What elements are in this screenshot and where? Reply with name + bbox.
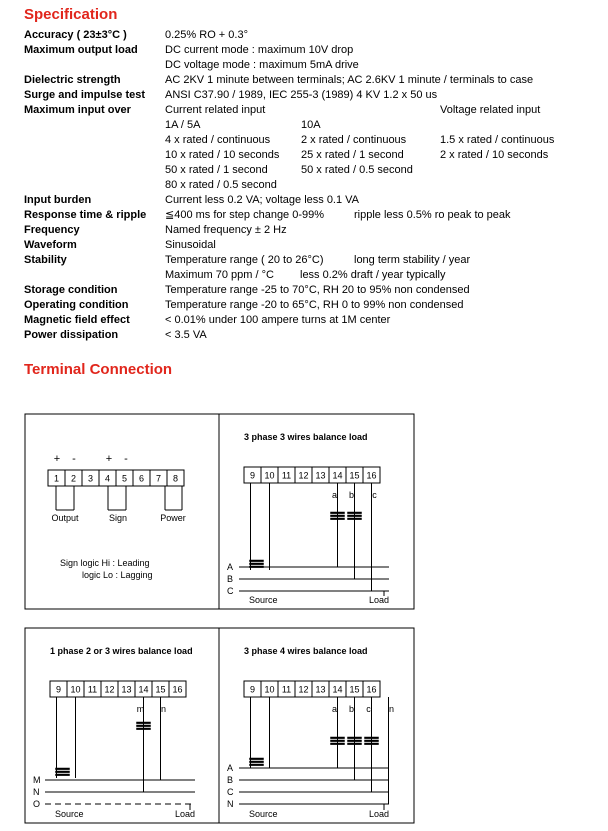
output-label: Output — [51, 513, 79, 523]
phase-label: C — [227, 787, 234, 797]
spec-value: ANSI C37.90 / 1989, IEC 255-3 (1989) 4 KV 1.2 x 50 us — [165, 89, 438, 101]
spec-value: 1A / 5A — [165, 119, 201, 131]
input-terminal-label: 11 — [281, 470, 292, 481]
ct-coil — [331, 737, 345, 739]
polarity-plus: + — [53, 453, 61, 465]
ct-label: c — [366, 704, 371, 714]
pt-coil — [250, 563, 264, 565]
phase-label: B — [227, 775, 234, 785]
ct-label: a — [331, 490, 338, 500]
spec-value: Voltage related input — [440, 104, 541, 116]
terminal-heading: Terminal Connection — [24, 361, 173, 378]
phase-label: M — [33, 775, 41, 785]
ct-coil — [331, 740, 345, 742]
input-terminal-label: 14 — [138, 684, 149, 695]
ct-coil — [137, 728, 151, 730]
pt-coil — [250, 764, 264, 766]
spec-value: 50 x rated / 1 second — [165, 164, 268, 176]
spec-label: Maximum output load — [24, 44, 138, 56]
ct-coil — [365, 737, 379, 739]
pt-coil — [250, 761, 264, 763]
phase-label: A — [227, 763, 234, 773]
spec-value: Named frequency ± 2 Hz — [165, 224, 287, 236]
phase-label: N — [227, 799, 234, 809]
spec-label: Accuracy ( 23±3°C ) — [24, 29, 127, 41]
input-terminal-label: 16 — [366, 470, 377, 481]
output-terminal-label: 5 — [121, 473, 128, 484]
load-label: Load — [368, 595, 390, 605]
source-label: Source — [55, 809, 84, 819]
spec-label: Input burden — [24, 194, 92, 206]
spec-value: Temperature range ( 20 to 26°C) — [165, 254, 324, 266]
ct-coil — [348, 737, 362, 739]
input-terminal-label: 12 — [298, 470, 309, 481]
spec-value: 1.5 x rated / continuous — [440, 134, 555, 146]
input-terminal-label: 15 — [349, 684, 360, 695]
input-terminal-label: 11 — [281, 684, 292, 695]
input-terminal-label: 9 — [249, 684, 256, 695]
source-label: Source — [249, 595, 278, 605]
spec-value: 50 x rated / 0.5 second — [301, 164, 413, 176]
ct-coil — [137, 725, 151, 727]
output-terminal-label: 3 — [87, 473, 94, 484]
output-terminal-label: 6 — [138, 473, 145, 484]
spec-label: Power dissipation — [24, 329, 119, 341]
spec-value: DC current mode : maximum 10V drop — [165, 44, 354, 56]
input-terminal-label: 15 — [349, 470, 360, 481]
spec-value: long term stability / year — [354, 254, 471, 266]
spec-value: 25 x rated / 1 second — [301, 149, 404, 161]
power-label: Power — [160, 513, 186, 523]
spec-value: DC voltage mode : maximum 5mA drive — [165, 59, 359, 71]
spec-value: Current less 0.2 VA; voltage less 0.1 VA — [165, 194, 360, 206]
ct-coil — [348, 518, 362, 520]
diagram-title: 3 phase 3 wires balance load — [244, 432, 368, 442]
input-terminal-label: 13 — [315, 684, 326, 695]
box-1p — [25, 628, 219, 823]
spec-label: Response time & ripple — [24, 209, 147, 221]
spec-label: Magnetic field effect — [24, 314, 130, 326]
spec-value: Temperature range -20 to 65°C, RH 0 to 99% non condensed — [165, 299, 464, 311]
pt-coil — [250, 560, 264, 562]
ct-coil — [331, 515, 345, 517]
phase-label: O — [33, 799, 41, 809]
phase-label: B — [227, 574, 234, 584]
spec-label: Maximum input over — [24, 104, 131, 116]
spec-value: ripple less 0.5% ro peak to peak — [354, 209, 511, 221]
spec-value: 10A — [301, 119, 321, 131]
output-terminal-label: 8 — [172, 473, 179, 484]
ct-label: n — [160, 704, 167, 714]
ct-coil — [331, 518, 345, 520]
output-terminal-label: 1 — [53, 473, 60, 484]
input-terminal-label: 14 — [332, 470, 343, 481]
ct-coil — [348, 743, 362, 745]
load-label: Load — [174, 809, 196, 819]
ct-label: c — [372, 490, 377, 500]
input-terminal-label: 10 — [264, 684, 275, 695]
ct-coil — [331, 743, 345, 745]
spec-value: 0.25% RO + 0.3° — [165, 29, 248, 41]
input-terminal-label: 12 — [298, 684, 309, 695]
ct-label: a — [331, 704, 338, 714]
pt-coil — [56, 768, 70, 770]
ct-label: b — [348, 704, 355, 714]
ct-coil — [348, 515, 362, 517]
diagram-title: 1 phase 2 or 3 wires balance load — [50, 646, 193, 656]
ct-coil — [348, 740, 362, 742]
spec-value: < 0.01% under 100 ampere turns at 1M center — [165, 314, 391, 326]
input-terminal-label: 13 — [121, 684, 132, 695]
input-terminal-label: 14 — [332, 684, 343, 695]
ct-coil — [365, 740, 379, 742]
source-label: Source — [249, 809, 278, 819]
ct-label: n — [388, 704, 395, 714]
spec-label: Stability — [24, 254, 67, 266]
output-terminal-label: 4 — [104, 473, 111, 484]
input-terminal-label: 13 — [315, 470, 326, 481]
input-terminal-label: 16 — [366, 684, 377, 695]
spec-value: < 3.5 VA — [165, 329, 207, 341]
polarity-minus: - — [124, 453, 128, 465]
output-terminal-label: 7 — [155, 473, 162, 484]
phase-label: N — [33, 787, 40, 797]
spec-value: ≦400 ms for step change 0-99% — [165, 209, 325, 221]
spec-value: Temperature range -25 to 70°C, RH 20 to 95% non condensed — [165, 284, 470, 296]
diagram-title: 3 phase 4 wires balance load — [244, 646, 368, 656]
input-terminal-label: 15 — [155, 684, 166, 695]
ct-coil — [365, 743, 379, 745]
spec-value: Maximum 70 ppm / °C — [165, 269, 274, 281]
phase-label: C — [227, 586, 234, 596]
box-3p4w — [219, 628, 414, 823]
spec-value: 80 x rated / 0.5 second — [165, 179, 277, 191]
box-3p3w — [219, 414, 414, 609]
polarity-plus: + — [105, 453, 113, 465]
spec-label: Surge and impulse test — [24, 89, 146, 101]
spec-value: less 0.2% draft / year typically — [300, 269, 446, 281]
pt-coil — [56, 774, 70, 776]
phase-label: A — [227, 562, 234, 572]
sign-label: Sign — [108, 513, 128, 523]
ct-label: m — [136, 704, 145, 714]
input-terminal-label: 12 — [104, 684, 115, 695]
input-terminal-label: 9 — [55, 684, 62, 695]
spec-label: Storage condition — [24, 284, 118, 296]
spec-title: Specification — [24, 6, 118, 23]
spec-label: Dielectric strength — [24, 74, 121, 86]
pt-coil — [250, 758, 264, 760]
input-terminal-label: 10 — [70, 684, 81, 695]
spec-label: Operating condition — [24, 299, 129, 311]
spec-value: Sinusoidal — [165, 239, 216, 251]
ct-label: b — [348, 490, 355, 500]
spec-value: AC 2KV 1 minute between terminals; AC 2.6KV 1 minute / terminals to case — [165, 74, 534, 86]
input-terminal-label: 11 — [87, 684, 98, 695]
polarity-minus: - — [72, 453, 76, 465]
pt-coil — [250, 566, 264, 568]
spec-value: Current related input — [165, 104, 266, 116]
ct-coil — [348, 512, 362, 514]
input-terminal-label: 9 — [249, 470, 256, 481]
spec-value: 10 x rated / 10 seconds — [165, 149, 280, 161]
spec-value: 2 x rated / 10 seconds — [440, 149, 549, 161]
input-terminal-label: 10 — [264, 470, 275, 481]
spec-label: Frequency — [24, 224, 80, 236]
spec-value: 2 x rated / continuous — [301, 134, 407, 146]
spec-value: 4 x rated / continuous — [165, 134, 271, 146]
input-terminal-label: 16 — [172, 684, 183, 695]
pt-coil — [56, 771, 70, 773]
sign-logic-lo: logic Lo : Lagging — [82, 570, 153, 580]
spec-label: Waveform — [24, 239, 77, 251]
output-terminal-label: 2 — [70, 473, 77, 484]
ct-coil — [137, 722, 151, 724]
load-label: Load — [368, 809, 390, 819]
sign-logic-hi: Sign logic Hi : Leading — [60, 558, 150, 568]
ct-coil — [331, 512, 345, 514]
